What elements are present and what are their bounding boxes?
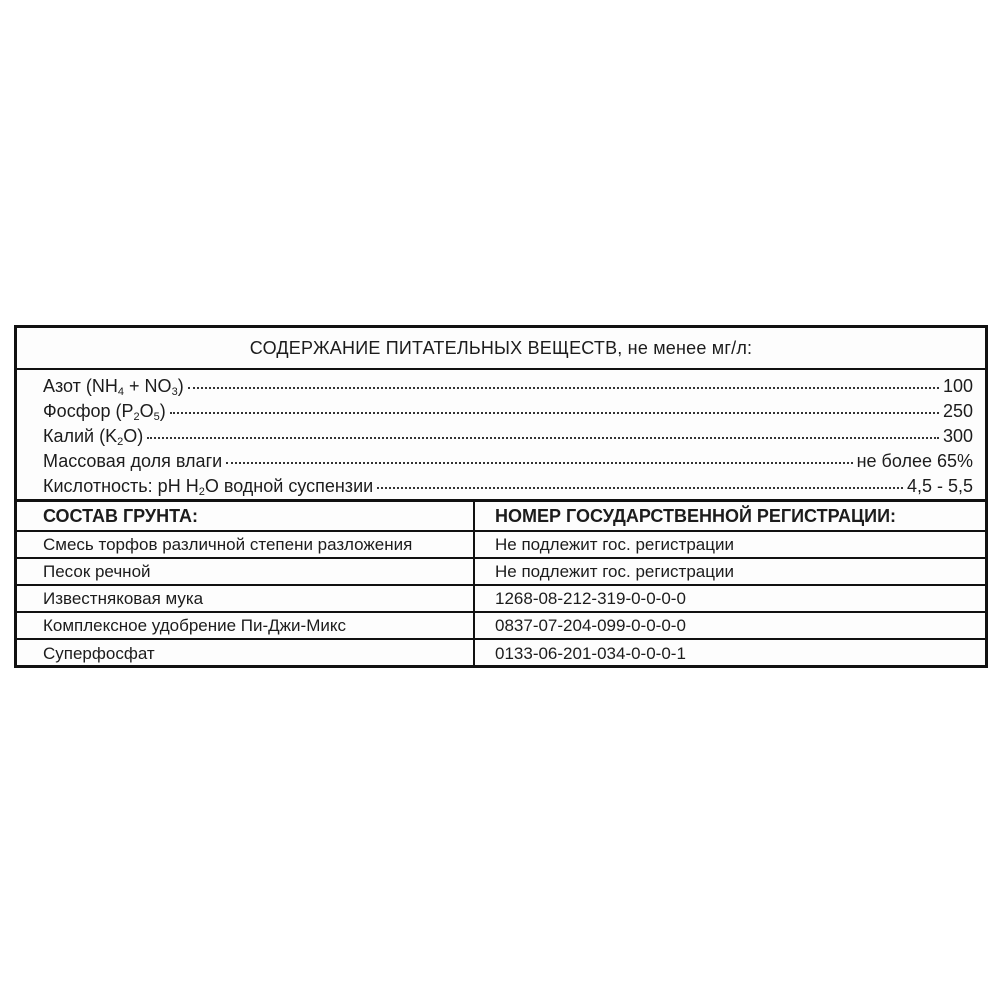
- registration-column: [475, 502, 985, 667]
- composition-table: [17, 502, 985, 667]
- nutrient-row-potassium: [43, 426, 973, 451]
- composition-cell: Комплексное удобрение Пи-Джи-Микс: [17, 613, 473, 640]
- composition-cell: Смесь торфов различной степени разложения: [17, 532, 473, 559]
- nutrient-name: Азот $(NH_4 + NO_3)$: [43, 376, 184, 398]
- registration-header: НОМЕР ГОСУДАРСТВЕННОЙ РЕГИСТРАЦИИ:: [475, 502, 985, 532]
- dot-leader: [377, 487, 903, 489]
- composition-header: СОСТАВ ГРУНТА:: [17, 502, 473, 532]
- nutrient-row-moisture: [43, 451, 973, 476]
- dot-leader: [226, 462, 852, 464]
- product-label: [14, 325, 988, 668]
- dot-leader: [147, 437, 939, 439]
- nutrient-value: 300: [942, 426, 973, 446]
- nutrient-row-acidity: [43, 476, 973, 501]
- nutrient-name: Кислотность: pH $H_2O$ водной суспензии: [43, 476, 374, 498]
- nutrient-value: 250: [942, 401, 973, 421]
- nutrient-row-phosphorus: [43, 401, 973, 426]
- composition-cell: Известняковая мука: [17, 586, 473, 613]
- registration-cell: 1268-08-212-319-0-0-0-0: [475, 586, 985, 613]
- composition-column: [17, 502, 475, 667]
- registration-cell: Не подлежит гос. регистрации: [475, 559, 985, 586]
- dot-leader: [170, 412, 939, 414]
- composition-cell: Песок речной: [17, 559, 473, 586]
- nutrient-name: Калий $(K_2O)$: [43, 426, 144, 448]
- registration-cell: Не подлежит гос. регистрации: [475, 532, 985, 559]
- registration-cell: 0837-07-204-099-0-0-0-0: [475, 613, 985, 640]
- nutrient-value: не более 65%: [856, 451, 973, 471]
- composition-cell: Суперфосфат: [43, 643, 155, 663]
- nutrient-value: 4,5 - 5,5: [906, 476, 973, 496]
- registration-cell: 0133-06-201-034-0-0-0-1: [495, 643, 686, 663]
- dot-leader: [188, 387, 939, 389]
- nutrients-title: СОДЕРЖАНИЕ ПИТАТЕЛЬНЫХ ВЕЩЕСТВ, не менее мг/л:: [249, 337, 753, 358]
- nutrient-row-nitrogen: [43, 376, 973, 401]
- nutrient-name: Массовая доля влаги: [43, 451, 223, 471]
- nutrients-list: [17, 370, 985, 502]
- nutrient-value: 100: [942, 376, 973, 396]
- nutrient-name: Фосфор $(P_2O_5)$: [43, 401, 166, 423]
- nutrients-header: [17, 328, 985, 370]
